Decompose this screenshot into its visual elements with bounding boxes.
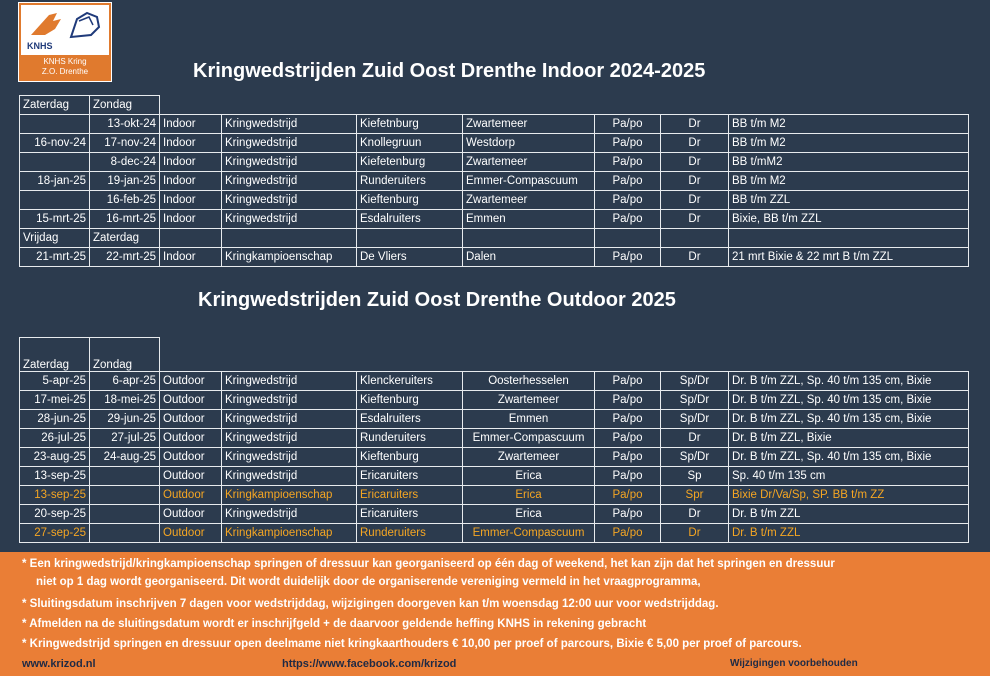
table-cell: Indoor: [160, 191, 222, 210]
table-cell: Emmer-Compascuum: [463, 429, 595, 448]
table-cell: 18-jan-25: [20, 172, 90, 191]
note-line: niet op 1 dag wordt georganiseerd. Dit wordt duidelijk door de organiserende vereniging vermeld in het vraagprogramma,: [36, 576, 701, 588]
table-cell: Westdorp: [463, 134, 595, 153]
table-cell: 16-nov-24: [20, 134, 90, 153]
table-cell: Dr: [661, 505, 729, 524]
table-cell: [90, 467, 160, 486]
table-cell: Kringwedstrijd: [222, 372, 357, 391]
table-cell: Bixie Dr/Va/Sp, SP. BB t/m ZZ: [729, 486, 969, 505]
table-cell: Zwartemeer: [463, 448, 595, 467]
table-cell: Erica: [463, 486, 595, 505]
table-row: [20, 134, 969, 153]
header-row: [20, 96, 969, 115]
table-cell: Dr: [661, 210, 729, 229]
table-cell: 21-mrt-25: [20, 248, 90, 267]
table-cell: Dr. B t/m ZZL: [729, 524, 969, 543]
table-cell: [90, 524, 160, 543]
table-cell: Pa/po: [595, 134, 661, 153]
table-cell: Pa/po: [595, 486, 661, 505]
indoor-title: Kringwedstrijden Zuid Oost Drenthe Indoor 2024-2025: [193, 60, 706, 82]
table-cell: [20, 191, 90, 210]
table-cell: Indoor: [160, 134, 222, 153]
empty-cell: [463, 338, 595, 372]
table-cell: [20, 153, 90, 172]
table-cell: Pa/po: [595, 448, 661, 467]
empty-cell: [222, 96, 357, 115]
table-cell: Pa/po: [595, 172, 661, 191]
table-cell: 17-nov-24: [90, 134, 160, 153]
column-header: Zaterdag: [90, 229, 160, 248]
table-cell: Klenckeruiters: [357, 372, 463, 391]
table-cell: BB t/mM2: [729, 153, 969, 172]
table-cell: Outdoor: [160, 448, 222, 467]
empty-cell: [160, 96, 222, 115]
table-cell: Outdoor: [160, 372, 222, 391]
table-cell: Pa/po: [595, 467, 661, 486]
table-row: [20, 172, 969, 191]
note-line: * Een kringwedstrijd/kringkampioenschap springen of dressuur kan georganiseerd op één dag of weekend, het kan zijn dat het springen en dressuur: [22, 558, 835, 570]
table-cell: 29-jun-25: [90, 410, 160, 429]
table-cell: [20, 115, 90, 134]
table-cell: Pa/po: [595, 210, 661, 229]
table-cell: Kringwedstrijd: [222, 172, 357, 191]
empty-cell: [661, 229, 729, 248]
disclaimer: Wijzigingen voorbehouden: [730, 658, 858, 669]
table-cell: 27-jul-25: [90, 429, 160, 448]
footnotes-panel: [0, 552, 990, 676]
empty-cell: [595, 229, 661, 248]
table-cell: Emmen: [463, 210, 595, 229]
table-cell: Sp/Dr: [661, 410, 729, 429]
table-cell: 23-aug-25: [20, 448, 90, 467]
table-cell: Outdoor: [160, 505, 222, 524]
table-cell: 28-jun-25: [20, 410, 90, 429]
table-cell: Dr: [661, 191, 729, 210]
table-cell: Sp/Dr: [661, 448, 729, 467]
table-cell: Runderuiters: [357, 429, 463, 448]
table-cell: 16-feb-25: [90, 191, 160, 210]
table-cell: Kringwedstrijd: [222, 115, 357, 134]
table-cell: Oosterhesselen: [463, 372, 595, 391]
facebook-link[interactable]: https://www.facebook.com/krizod: [282, 658, 457, 670]
table-cell: Kringwedstrijd: [222, 410, 357, 429]
table-cell: Ericaruiters: [357, 486, 463, 505]
table-cell: Erica: [463, 467, 595, 486]
table-cell: Pa/po: [595, 153, 661, 172]
table-cell: Ericaruiters: [357, 505, 463, 524]
table-cell: Sp/Dr: [661, 372, 729, 391]
table-row: [20, 505, 969, 524]
column-header: Zondag: [90, 338, 160, 372]
empty-cell: [463, 229, 595, 248]
table-cell: Dr: [661, 429, 729, 448]
header-row: [20, 338, 969, 372]
table-cell: 17-mei-25: [20, 391, 90, 410]
table-cell: Kringwedstrijd: [222, 448, 357, 467]
table-cell: [90, 505, 160, 524]
table-cell: Zwartemeer: [463, 391, 595, 410]
table-cell: Kieftenburg: [357, 191, 463, 210]
table-cell: Outdoor: [160, 524, 222, 543]
column-header: Vrijdag: [20, 229, 90, 248]
table-cell: Dr. B t/m ZZL, Sp. 40 t/m 135 cm, Bixie: [729, 372, 969, 391]
table-row: [20, 467, 969, 486]
table-cell: Indoor: [160, 210, 222, 229]
table-cell: Kringwedstrijd: [222, 391, 357, 410]
table-cell: Emmen: [463, 410, 595, 429]
table-cell: Kringwedstrijd: [222, 505, 357, 524]
empty-cell: [222, 229, 357, 248]
table-cell: De Vliers: [357, 248, 463, 267]
table-cell: Dr. B t/m ZZL, Sp. 40 t/m 135 cm, Bixie: [729, 448, 969, 467]
table-cell: Ericaruiters: [357, 467, 463, 486]
table-cell: Dr: [661, 153, 729, 172]
table-cell: 19-jan-25: [90, 172, 160, 191]
table-cell: 18-mei-25: [90, 391, 160, 410]
table-cell: 6-apr-25: [90, 372, 160, 391]
note-line: * Sluitingsdatum inschrijven 7 dagen voor wedstrijddag, wijzigingen doorgeven kan t/m woensdag 12:00 uur voor wedstrijddag.: [22, 598, 719, 610]
empty-cell: [222, 338, 357, 372]
empty-cell: [357, 338, 463, 372]
empty-cell: [357, 96, 463, 115]
table-cell: Dr. B t/m ZZL, Sp. 40 t/m 135 cm, Bixie: [729, 391, 969, 410]
table-row: [20, 410, 969, 429]
table-cell: 5-apr-25: [20, 372, 90, 391]
table-row: [20, 115, 969, 134]
indoor-schedule-table: [19, 95, 969, 267]
table-row: [20, 524, 969, 543]
outdoor-title: Kringwedstrijden Zuid Oost Drenthe Outdoor 2025: [198, 289, 676, 311]
table-cell: 24-aug-25: [90, 448, 160, 467]
table-cell: Dr. B t/m ZZL: [729, 505, 969, 524]
table-cell: 8-dec-24: [90, 153, 160, 172]
table-cell: Kringwedstrijd: [222, 467, 357, 486]
column-header: Zaterdag: [20, 338, 90, 372]
table-cell: Outdoor: [160, 410, 222, 429]
table-cell: Outdoor: [160, 467, 222, 486]
empty-cell: [357, 229, 463, 248]
table-cell: Spr: [661, 486, 729, 505]
table-cell: BB t/m M2: [729, 134, 969, 153]
table-cell: Dr: [661, 248, 729, 267]
table-cell: Dr: [661, 115, 729, 134]
outdoor-schedule-table: [19, 337, 969, 543]
table-row: [20, 372, 969, 391]
table-cell: Kiefetnburg: [357, 115, 463, 134]
table-cell: 22-mrt-25: [90, 248, 160, 267]
table-cell: BB t/m ZZL: [729, 191, 969, 210]
table-cell: Indoor: [160, 153, 222, 172]
table-cell: Runderuiters: [357, 524, 463, 543]
table-cell: Kringkampioenschap: [222, 248, 357, 267]
table-row: [20, 448, 969, 467]
table-cell: Zwartemeer: [463, 153, 595, 172]
table-row: [20, 153, 969, 172]
header-row: [20, 229, 969, 248]
table-cell: Knollegruun: [357, 134, 463, 153]
table-row: [20, 391, 969, 410]
table-cell: Dr: [661, 172, 729, 191]
table-row-final: [20, 248, 969, 267]
table-cell: Pa/po: [595, 410, 661, 429]
table-cell: Esdalruiters: [357, 210, 463, 229]
table-cell: Kringwedstrijd: [222, 210, 357, 229]
table-cell: Kringkampioenschap: [222, 524, 357, 543]
website-link[interactable]: www.krizod.nl: [22, 658, 96, 670]
empty-cell: [729, 96, 969, 115]
note-line: * Kringwedstrijd springen en dressuur open deelmame niet kringkaarthouders € 10,00 per proef of parcours, Bixie € 5,00 per proef of parcours.: [22, 638, 802, 650]
table-cell: Erica: [463, 505, 595, 524]
column-header: Zondag: [90, 96, 160, 115]
empty-cell: [729, 338, 969, 372]
logo-emblem: [21, 5, 109, 55]
empty-cell: [160, 338, 222, 372]
table-cell: 26-jul-25: [20, 429, 90, 448]
table-cell: Sp: [661, 467, 729, 486]
table-cell: 21 mrt Bixie & 22 mrt B t/m ZZL: [729, 248, 969, 267]
table-cell: BB t/m M2: [729, 172, 969, 191]
table-cell: Dr. B t/m ZZL, Sp. 40 t/m 135 cm, Bixie: [729, 410, 969, 429]
table-cell: Outdoor: [160, 391, 222, 410]
table-cell: Kiefetenburg: [357, 153, 463, 172]
table-cell: Kringwedstrijd: [222, 134, 357, 153]
table-cell: Dr: [661, 134, 729, 153]
table-cell: 13-sep-25: [20, 467, 90, 486]
logo-subtitle: KNHS Kring Z.O. Drenthe: [41, 57, 89, 76]
table-row: [20, 210, 969, 229]
empty-cell: [661, 338, 729, 372]
table-cell: Zwartemeer: [463, 115, 595, 134]
table-cell: Emmer-Compascuum: [463, 172, 595, 191]
empty-cell: [595, 96, 661, 115]
table-cell: Zwartemeer: [463, 191, 595, 210]
table-cell: Kringwedstrijd: [222, 429, 357, 448]
table-cell: Dr. B t/m ZZL, Bixie: [729, 429, 969, 448]
table-cell: Outdoor: [160, 429, 222, 448]
table-row: [20, 486, 969, 505]
table-cell: Dalen: [463, 248, 595, 267]
empty-cell: [729, 229, 969, 248]
table-cell: Dr: [661, 524, 729, 543]
empty-cell: [595, 338, 661, 372]
table-cell: Indoor: [160, 248, 222, 267]
table-cell: Indoor: [160, 115, 222, 134]
table-cell: Pa/po: [595, 248, 661, 267]
horse-head-icon: [27, 9, 105, 41]
table-cell: Pa/po: [595, 391, 661, 410]
table-cell: Kringkampioenschap: [222, 486, 357, 505]
table-cell: BB t/m M2: [729, 115, 969, 134]
table-cell: Outdoor: [160, 486, 222, 505]
table-cell: Esdalruiters: [357, 410, 463, 429]
table-cell: Kringwedstrijd: [222, 191, 357, 210]
table-cell: Sp/Dr: [661, 391, 729, 410]
table-cell: Pa/po: [595, 429, 661, 448]
table-cell: Bixie, BB t/m ZZL: [729, 210, 969, 229]
table-row: [20, 191, 969, 210]
table-cell: 16-mrt-25: [90, 210, 160, 229]
table-cell: Sp. 40 t/m 135 cm: [729, 467, 969, 486]
empty-cell: [160, 229, 222, 248]
table-cell: 13-okt-24: [90, 115, 160, 134]
empty-cell: [661, 96, 729, 115]
logo-brand-text: KNHS: [27, 41, 53, 51]
table-cell: Kieftenburg: [357, 448, 463, 467]
table-cell: Pa/po: [595, 505, 661, 524]
note-line: * Afmelden na de sluitingsdatum wordt er inschrijfgeld + de daarvoor geldende heffing KNHS in rekening gebracht: [22, 618, 647, 630]
table-cell: Runderuiters: [357, 172, 463, 191]
table-cell: Emmer-Compascuum: [463, 524, 595, 543]
knhs-logo: [18, 2, 112, 82]
table-cell: Kieftenburg: [357, 391, 463, 410]
table-cell: 20-sep-25: [20, 505, 90, 524]
table-row: [20, 429, 969, 448]
table-cell: Pa/po: [595, 372, 661, 391]
table-cell: Pa/po: [595, 191, 661, 210]
table-cell: Pa/po: [595, 524, 661, 543]
empty-cell: [463, 96, 595, 115]
table-cell: 15-mrt-25: [20, 210, 90, 229]
table-cell: 27-sep-25: [20, 524, 90, 543]
table-cell: [90, 486, 160, 505]
table-cell: Pa/po: [595, 115, 661, 134]
column-header: Zaterdag: [20, 96, 90, 115]
table-cell: Indoor: [160, 172, 222, 191]
table-cell: Kringwedstrijd: [222, 153, 357, 172]
table-cell: 13-sep-25: [20, 486, 90, 505]
